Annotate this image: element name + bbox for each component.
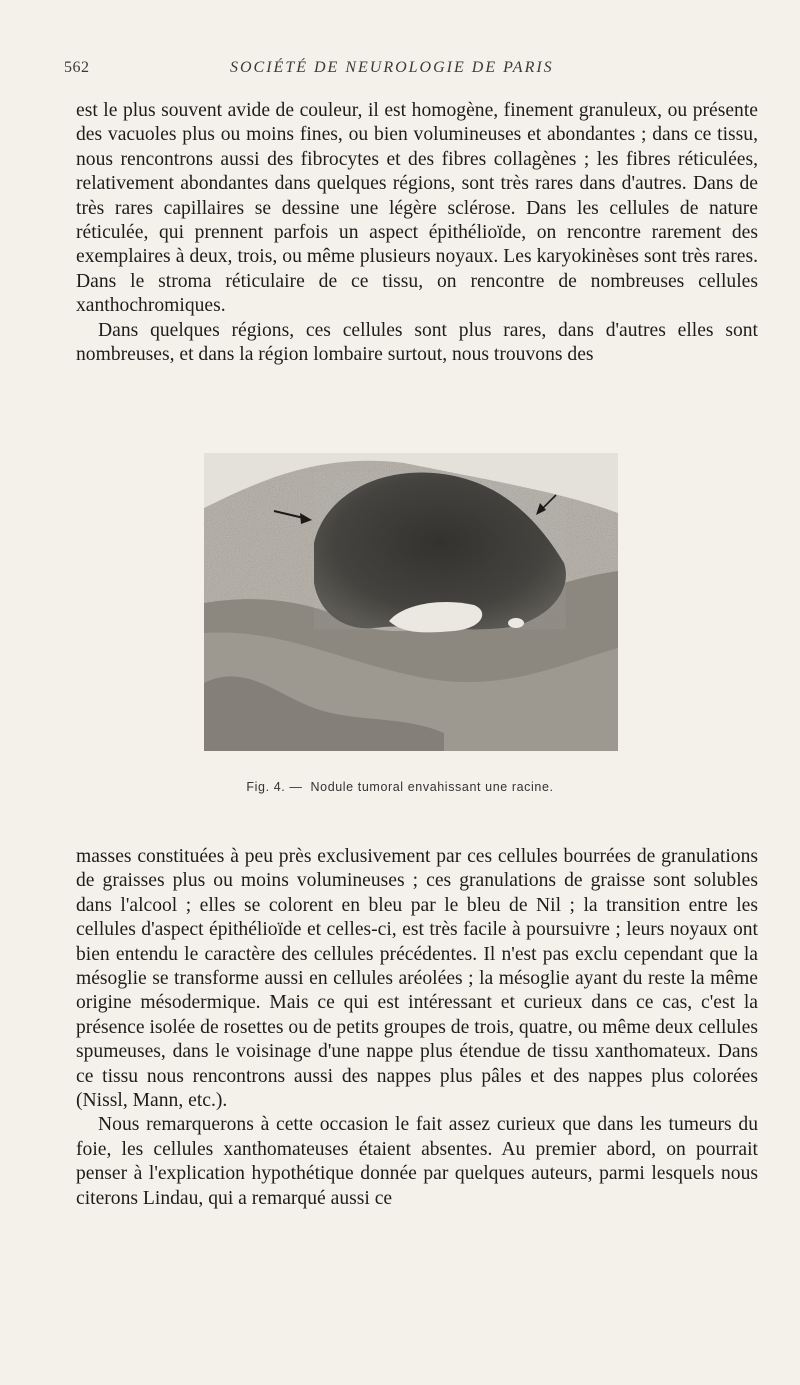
paragraph: Nous remarquerons à cette occasion le fait assez curieux que dans les tumeurs du foie, les cellules xanthomateuses étaient absentes. Au premier abord, on pourrait penser à l'explication hypothétique donnée par quelques auteurs, parmi lesquels nous citerons Lindau, qui a remarqué aussi ce (76, 1114, 758, 1209)
micrograph-image (204, 453, 618, 751)
micrograph-figure (204, 453, 618, 751)
paragraph: masses constituées à peu près exclusivement par ces cellules bourrées de granulations de graisses plus ou moins volumineuses ; ces granulations de graisse sont solubles dans l'alcool ; elles se colorent en bleu par le bleu de Nil ; la transition entre les cellules d'aspect épithélioïde et celles-ci, est très facile à poursuivre ; leurs noyaux ont bien entendu le caractère des cellules précédentes. Il n'est pas exclu cependant que la mésoglie se transforme aussi en cellules aréolées ; la mésoglie ayant du reste la même origine mésodermique. Mais ce qui est intéressant et curieux dans ce cas, c'est la présence isolée de rosettes ou de petits groupes de trois, quatre, ou même deux cellules spumeuses, dans le voisinage d'une nappe plus étendue de tissu xanthomateux. Dans ce tissu nous rencontrons aussi des nappes plus pâles et des nappes plus colorées (Nissl, Mann, etc.). (76, 846, 758, 1112)
text-block-top (76, 99, 758, 367)
page-number: 562 (64, 59, 90, 76)
paragraph: est le plus souvent avide de couleur, il est homogène, finement granuleux, ou présente des vacuoles plus ou moins fines, ou bien volumineuses et abondantes ; dans ce tissu, nous rencontrons aussi des fibrocytes et des fibres collagènes ; les fibres réticulées, relativement abondantes dans quelques régions, sont très rares dans d'autres. Dans de très rares capillaires se dessine une légère sclérose. Dans les cellules de nature réticulée, qui prennent parfois un aspect épithélioïde, on rencontre rarement des exemplaires à deux, trois, ou même plusieurs noyaux. Les karyokinèses sont très rares. Dans le stroma réticulaire de ce tissu, on rencontre de nombreuses cellules xanthochromiques. (76, 100, 758, 317)
figure-label: Fig. 4. — (246, 780, 303, 794)
paragraph: Dans quelques régions, ces cellules sont plus rares, dans d'autres elles sont nombreuses, et dans la région lombaire surtout, nous trouvons des (76, 319, 758, 366)
text-block-bottom (76, 845, 758, 1211)
running-title: SOCIÉTÉ DE NEUROLOGIE DE PARIS (230, 59, 554, 76)
figure-caption-text: Nodule tumoral envahissant une racine. (310, 780, 554, 794)
figure-caption (0, 780, 800, 794)
